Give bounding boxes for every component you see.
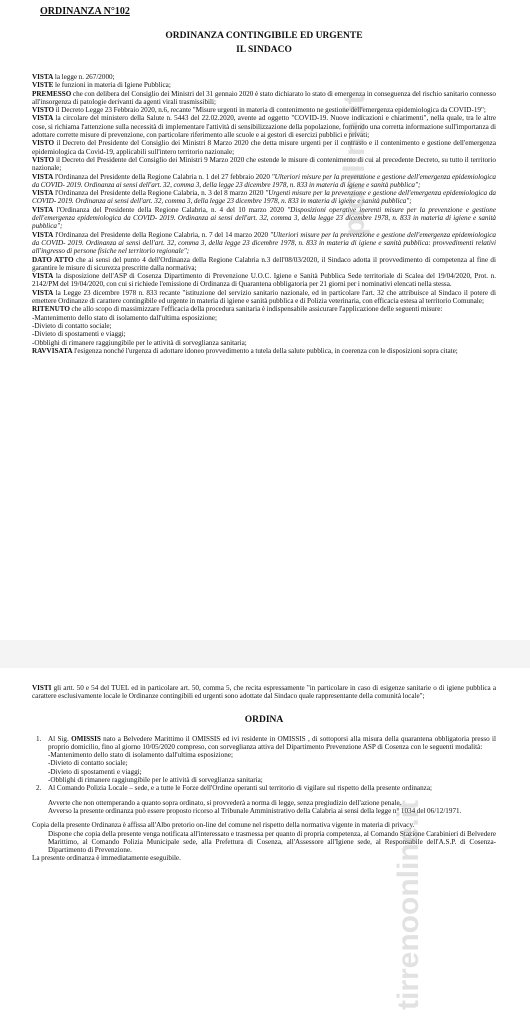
dispone-paragraph: Dispone che copia della presente venga notificata all'interessato e trasmessa per quanto di propria competenza, al Comando Stazione Carabinieri di Belvedere Marittimo, al Comando Polizia Municipale sede, alla Prefettura di Cosenza, all'Assessore all'Igiene sede, al Responsabile dell'A.S.P. di Cosenza-Dipartimento di Prevenzione. <box>48 829 496 855</box>
list-item: -Divieto di spostamenti e viaggi; <box>48 767 142 776</box>
premise-paragraph: PREMESSO che con delibera del Consiglio dei Ministri del 31 gennaio 2020 è stato dichiarato lo stato di emergenza in conseguenza del rischio sanitario connesso all'insorgenza di patologie derivanti da agenti virali trasmissibili; <box>32 89 496 106</box>
order-item-2: 2. Al Comando Polizia Locale – sede, e a tutte le Forze dell'Ordine operanti sul territorio di vigilare sul rispetto della presente ordinanza; <box>36 784 432 793</box>
list-item: -Divieto di contatto sociale; <box>32 321 112 330</box>
esecutiva-paragraph: La presente ordinanza è immediatamente eseguibile. <box>32 854 181 863</box>
document-page-2 <box>0 668 530 1024</box>
document-title: ORDINANZA CONTINGIBILE ED URGENTE <box>165 31 363 41</box>
page-separator <box>0 640 530 668</box>
premise-paragraph: VISTA la circolare del ministero della Salute n. 5443 del 22.02.2020, avente ad oggetto "COVID-19. Nuove indicazioni e chiarimenti", nella quale, tra le altre cose, si richiama l'attenzione sulla necessità di implementare l'attività di sensibilizzazione della popolazione, fornendo una corretta informazione sull'importanza di adottare corrette misure di prevenzione, con particolare riferimento alle scuole e ai gestori di esercizi pubblici e privati; <box>32 114 496 140</box>
order-item-1: 1. Al Sig. OMISSIS nato a Belvedere Marittimo il OMISSIS ed ivi residente in OMISSIS , di sottoporsi alla misura della quarantena obbligatoria presso il proprio domicilio, fino al giorno 10/05/2020 compreso, con sorveglianza attiva del Dipartimento Prevenzione ASP di Cosenza con le seguenti modalità: <box>36 734 496 751</box>
premise-paragraph: VISTA la Legge 23 dicembre 1978 n. 833 recante "istituzione del servizio sanitario nazionale, ed in particolare l'art. 32 che attribuisce al Sindaco il potere di emettere Ordinanze di carattere contingibile ed urgente in materia di igiene e sanità pubblica e di Polizia veterinaria, con efficacia estesa al territorio Comunale; <box>32 288 496 306</box>
document-subtitle: IL SINDACO <box>236 45 292 55</box>
ordina-heading: ORDINA <box>244 714 284 725</box>
premises-section <box>32 73 496 314</box>
list-item: -Mantenimento dello stato di isolamento dall'ultima esposizione; <box>32 313 217 322</box>
list-item: -Divieto di spostamenti e viaggi; <box>32 330 126 339</box>
premise-paragraph: VISTA la disposizione dell'ASP di Cosenza Dipartimento di Prevenzione U.O.C. Igiene e Sanità Pubblica Sede territoriale di Scalea del 19/04/2020, Prot. n. 2142/PM del 19/04/2020, con cui si richiede l'emissione di Ordinanza di Quarantena obbligatoria per 21 giorni per i nominativi elencati nella stessa. <box>32 272 496 289</box>
avverso-paragraph: Avverso la presente ordinanza può essere proposto ricorso al Tribunale Amministrativo della Calabria ai sensi della legge n° 1034 del 06/12/1971. <box>48 806 462 815</box>
premise-paragraph: VISTA l'Ordinanza del Presidente della Regione Calabria n. 1 del 27 febbraio 2020 "Ulteriori misure per la prevenzione e gestione dell'emergenza epidemiologica da COVID- 2019. Ordinanza ai sensi dell'art. 32, comma 3, della legge 23 dicembre 1978, n. 833 in materia di igiene e sanità pubblica"; <box>32 172 496 189</box>
avverte-paragraph: Avverte che non ottemperando a quanto sopra ordinato, si provvederà a norma di legge, senza pregiudizio dell'azione penale. <box>48 798 402 807</box>
list-item: -Obblighi di rimanere raggiungibile per le attività di sorveglianza sanitaria; <box>48 776 263 785</box>
premise-paragraph: RITENUTO che allo scopo di massimizzare l'efficacia della procedura sanitaria è indispensabile assicurare l'applicazione delle seguenti misure: <box>32 305 443 314</box>
list-item: -Mantenimento dello stato di isolamento dall'ultima esposizione; <box>48 751 233 760</box>
premise-paragraph: VISTO il Decreto del Presidente del Consiglio dei Ministri 9 Marzo 2020 che estende le misure di contenimento di cui al precedente Decreto, su tutto il territorio nazionale; <box>32 155 496 173</box>
premise-paragraph: VISTE le funzioni in materia di Igiene Pubblica; <box>32 81 171 90</box>
quarantine-measures-list <box>32 751 496 784</box>
list-item: -Divieto di contatto sociale; <box>48 759 128 768</box>
premise-paragraph: VISTA l'Ordinanza del Presidente della Regione Calabria, n. 4 del 10 marzo 2020 "Disposizioni operative inerenti misure per la prevenzione e gestione dell'emergenza epidemiologica da COVID- 2019. Ordinanza ai sensi dell'art. 32, comma 3, della legge 23 dicembre 1978, n. 833 in materia di igiene e sanità pubblica"; <box>32 205 497 231</box>
watermark-top: pionline.it <box>338 94 371 236</box>
premise-paragraph: DATO ATTO che ai sensi del punto 4 dell'Ordinanza della Regione Calabria n.3 dell'08/03/2020, il Sindaco adotta il provvedimento di competenza al fine di garantire le misure di sicurezza prescritte dalla normativa; <box>32 255 496 272</box>
premise-paragraph: VISTA la legge n. 267/2000; <box>32 73 115 81</box>
measures-list <box>32 314 496 347</box>
list-item: -Obblighi di rimanere raggiungibile per le attività di sorveglianza sanitaria; <box>32 338 247 347</box>
ordinance-number: ORDINANZA N°102 <box>40 6 130 17</box>
visti-paragraph: VISTI gli artt. 50 e 54 del TUEL ed in particolare art. 50, comma 5, che recita espressamente "in particolare in caso di esigenze sanitarie o di igiene pubblica a carattere esclusivamente locale le Ordinanze contingibili ed urgenti sono adottate dal Sindaco quale rappresentante della comunità locale"; <box>32 684 496 701</box>
premise-paragraph: VISTA l'Ordinanza del Presidente della Regione Calabria, n. 7 del 14 marzo 2020 "Ulteriori misure per la prevenzione e gestione dell'emergenza epidemiologica da COVID- 2019. Ordinanza ai sensi dell'art. 32, comma 3, della legge 23 dicembre 1978, n. 833 in materia di igiene e sanità pubblica: provvedimenti relativi all'ingresso di persone fisiche nel territorio regionale"; <box>32 230 496 256</box>
premise-paragraph: VISTO il Decreto Legge 23 Febbraio 2020, n.6, recante "Misure urgenti in materia di contenimento ne gestione dell'emergenza epidemiologica da COVID-19"; <box>32 106 486 115</box>
copia-paragraph: Copia della presente Ordinanza è affissa all'Albo pretorio on-line del comune nel rispetto della normativa vigente in materia di privacy. <box>32 821 415 830</box>
premise-paragraph: VISTO il Decreto del Presidente del Consiglio dei Ministri 8 Marzo 2020 che detta misure urgenti per il contrasto e il contenimento e gestione dell'emergenza epidemiologica da Covid-19, applicabili sull'intero territorio nazionale; <box>32 139 496 156</box>
ravvisata-paragraph: RAVVISATA l'esigenza nonché l'urgenza di adottare idoneo provvedimento a tutela della salute pubblica, in coerenza con le disposizioni sopra citate; <box>32 346 458 355</box>
watermark-bottom: tirrenoonline.it <box>392 800 425 1010</box>
premise-paragraph: VISTA l'Ordinanza del Presidente della Regione Calabria, n. 3 del 8 marzo 2020 "Urgenti misure per la prevenzione e gestione dell'emergenza epidemiologica da COVID- 2019. Ordinanza ai sensi dell'art. 32, comma 3, della legge 23 dicembre 1978, n. 833 in materia di igiene e sanità pubblica"; <box>32 189 496 206</box>
